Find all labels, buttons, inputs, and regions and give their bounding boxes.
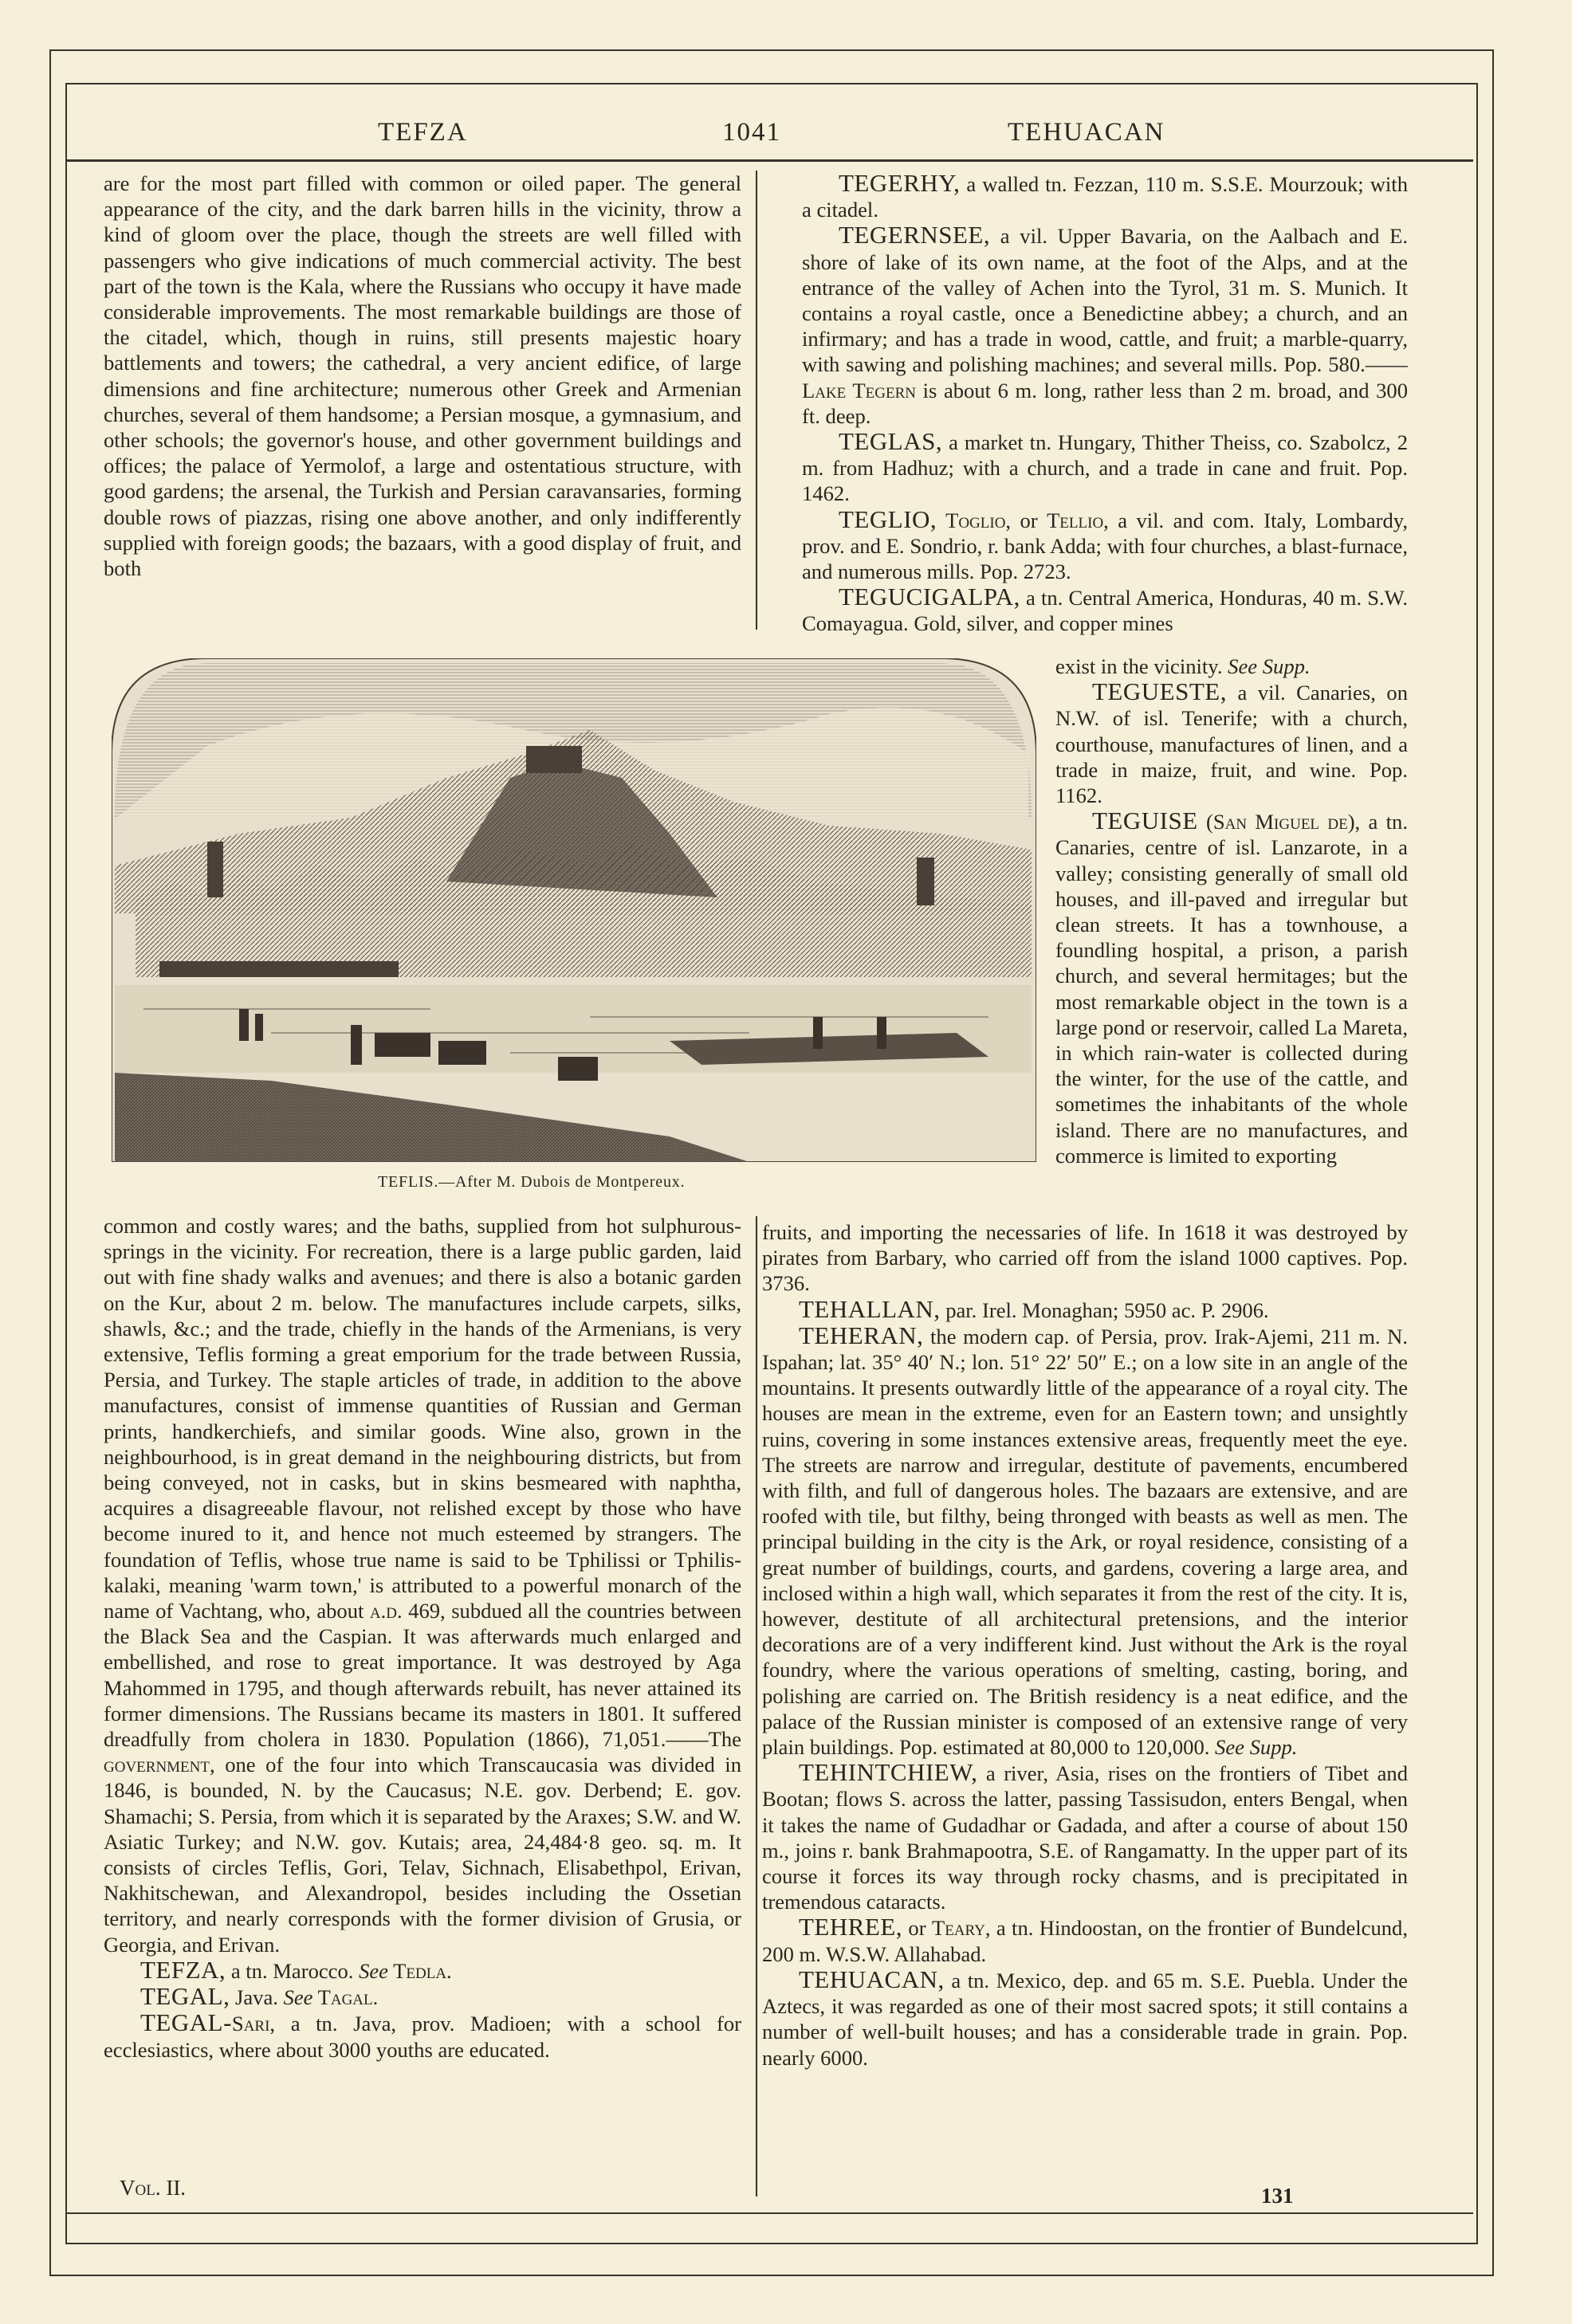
footer-rule <box>67 2212 1473 2214</box>
bridge <box>159 961 399 977</box>
right-column-narrow <box>1055 654 1408 1168</box>
entry-teglio: TEGLIO, Toglio, or Tellio, a vil. and com. Italy, Lombardy, prov. and E. Sondrio, r. bank Adda; with four churches, a blast-furnace, and numerous mills. Pop. 2723. <box>802 504 1408 584</box>
entry-tehree: TEHREE, or Teary, a tn. Hindoostan, on the frontier of Bundelcund, 200 m. W.S.W. Allahabad. <box>762 1913 1408 1966</box>
entry-tegerhy: TEGERHY, a walled tn. Fezzan, 110 m. S.S.E. Mourzouk; with a citadel. <box>802 169 1408 222</box>
header-rule <box>67 159 1473 162</box>
teflis-description-text: are for the most part filled with common or oiled paper. The general appearance of the city, and the dark barren hills in the vicinity, throw a kind of gloom over the place, though the streets are well filled with passengers who give indications of much commercial activity. The best part of the town is the Kala, where the Russians who occupy it have made considerable improvements. The most remarkable buildings are those of the citadel, which, though in ruins, still presents majestic hoary battlements and towers; the cathedral, a very ancient edifice, of large dimensions and fine architecture; numerous other Greek and Armenian churches, several of them handsome; a Persian mosque, a gymnasium, and other schools; the governor's house, and other government buildings and offices; the palace of Yermolof, a large and ostentatious structure, with good gardens; the arsenal, the Turkish and Persian caravansaries, forming double rows of piazzas, rising one above another, and only indifferently supplied with foreign goods; the bazaars, with a good display of fruit, and both <box>104 171 741 581</box>
entry-tehintchiew: TEHINTCHIEW, a river, Asia, rises on the frontiers of Tibet and Bootan; flows S. across the latter, passing Tassisudon, enters Bengal, when it takes the name of Gudadhar or Gadada, and after a course of about 150 m., joins r. bank Brahmapootra, S.E. of Rangamatty. In the upper part of its course it forces its way through rocky chasms, and is precipitated in tremendous cataracts. <box>762 1758 1408 1914</box>
teguise-continued: fruits, and importing the necessaries of life. In 1618 it was destroyed by pirates from Barbary, who carried off from the island 1000 captives. Pop. 3736. <box>762 1220 1408 1296</box>
running-head-left: TEFZA <box>378 118 468 147</box>
church-tower <box>207 842 223 897</box>
entry-teheran: TEHERAN, the modern cap. of Persia, prov. Irak-Ajemi, 211 m. N. Ispahan; lat. 35° 40′ N.; lon. 51° 22′ 50″ E.; on a low site in an angle of the mountains. It presents outwardly little of the appearance of a royal city. The houses are mean in the extreme, even for an Eastern town; and unsightly ruins, covering in some instances extensive areas, frequently meet the eye. The streets are narrow and irregular, destitute of pavements, encumbered with filth, and full of dangerous holes. The bazaars are extensive, and are roofed with tile, but filthy, being thronged with beasts as well as men. The principal building in the city is the Ark, or royal residence, consisting of a great number of buildings, courts, and gardens, covering a large area, and inclosed within a high wall, which separates it from the rest of the city. It is, however, destitute of all architectural pretensions, and the interior decorations are of a very indifferent kind. Just without the Ark is the royal foundry, where the various operations of smelting, casting, boring, and polishing are carried on. The British residency is a neat edifice, and the palace of the Russian minister is composed of an extensive range of very plain buildings. Pop. estimated at 80,000 to 120,000. See Supp. <box>762 1321 1408 1760</box>
citadel-fort <box>526 746 582 773</box>
tegucigalpa-continued: exist in the vicinity. See Supp. <box>1055 654 1311 678</box>
entry-tefza: TEFZA, a tn. Marocco. See Tedla. <box>140 1955 452 1984</box>
church-tower-2 <box>917 858 934 905</box>
entry-tegal: TEGAL, Java. See Tagal. <box>140 1982 379 2011</box>
page-number: 1041 <box>722 118 781 147</box>
teflis-continued: common and costly wares; and the baths, supplied from hot sulphurous-springs in the vicinity. For recreation, there is a large public garden, laid out with fine shady walks and avenues; and there is also a botanic garden on the Kur, about 2 m. below. The manufactures include carpets, silks, shawls, &c.; and the trade, chiefly in the hands of the Armenians, is very extensive, Teflis forming a great emporium for the trade between Russia, Persia, and Turkey. The staple articles of trade, in addition to the above manufactures, consist of immense quantities of Russian and German prints, handkerchiefs, and similar goods. Wine also, grown in the neighbourhood, is in great demand in the neighbouring districts, but from being conveyed, not in casks, but in skins besmeared with naphtha, acquires a disagreeable flavour, not relished except by those who have become inured to it, and hence not much esteemed by strangers. The foundation of Teflis, whose true name is said to be Tphilissi or Tphilis-kalaki, meaning 'warm town,' is attributed to a powerful monarch of the name of Vachtang, who, about a.d. 469, subdued all the countries between the Black Sea and the Caspian. It was afterwards much enlarged and embellished, and rose to great importance. It was destroyed by Aga Mahommed in 1795, and though afterwards rebuilt, has never attained its former dimensions. The Russians became its masters in 1801. It suffered dreadfully from cholera in 1830. Population (1866), 71,051.——The government, one of the four into which Transcaucasia was divided in 1846, is bounded, N. by the Caucasus; N.E. gov. Derbend; E. gov. Shamachi; S. Persia, from which it is separated by the Araxes; S.W. and W. Asiatic Turkey; and N.W. gov. Kutais; area, 24,484·8 geo. sq. m. It consists of circles Teflis, Gori, Telav, Sichnach, Elisabethpol, Erivan, Nakhitschewan, and Alexandropol, besides including the Ossetian territory, and nearly corresponds with the former division of Grusia, or Georgia, and Erivan. <box>104 1214 741 1957</box>
entry-tegal-sari: TEGAL-Sari, a tn. Java, prov. Madioen; with a school for ecclesiastics, where about 3000 youths are educated. <box>104 2008 741 2062</box>
figure-caption: TEFLIS.—After M. Dubois de Montpereux. <box>378 1173 686 1191</box>
volume-mark: Vol. II. <box>120 2176 187 2200</box>
entry-teglas: TEGLAS, a market tn. Hungary, Thither Theiss, co. Szabolcz, 2 m. from Hadhuz; with a church, and a trade in cane and fruit. Pop. 1462. <box>802 427 1408 506</box>
left-column-bottom <box>104 1213 741 2063</box>
column-rule-top <box>756 171 757 630</box>
entry-tehuacan: TEHUACAN, a tn. Mexico, dep. and 65 m. S.E. Puebla. Under the Aztecs, it was regarded as one of their most sacred spots; it still contains a number of well-built houses; and has a considerable trade in grain. Pop. nearly 6000. <box>762 1965 1408 2070</box>
teflis-engraving <box>112 658 1036 1162</box>
entry-tegucigalpa: TEGUCIGALPA, a tn. Central America, Honduras, 40 m. S.W. Comayagua. Gold, silver, and copper mines <box>802 583 1408 636</box>
entry-teguise: TEGUISE (San Miguel de), a tn. Canaries, centre of isl. Lanzarote, in a valley; consisting generally of small old houses, and ill-paved and irregular but clean streets. It has a townhouse, a foundling hospital, a prison, a parish church, and several hermitages; but the most remarkable object in the town is a large pond or reservoir, called La Mareta, in which rain-water is collected during the winter, for the use of the cattle, and sometimes the inhabitants of the whole island. There are no manufactures, and commerce is limited to exporting <box>1055 807 1408 1168</box>
left-column-top <box>104 171 741 581</box>
entry-tegueste: TEGUESTE, a vil. Canaries, on N.W. of isl. Tenerife; with a church, courthouse, manufactures of linen, and a trade in maize, fruit, and wine. Pop. 1162. <box>1055 677 1408 808</box>
column-rule-bottom <box>756 1216 757 2196</box>
signature-mark: 131 <box>1261 2184 1294 2208</box>
entry-tehallan: TEHALLAN, par. Irel. Monaghan; 5950 ac. P. 2906. <box>799 1294 1269 1323</box>
entry-tegernsee: TEGERNSEE, a vil. Upper Bavaria, on the Aalbach and E. shore of lake of its own name, at the foot of the Alps, and at the entrance of the valley of Achen into the Tyrol, 31 m. S. Munich. It contains a royal castle, once a Benedictine abbey; a church, and an infirmary; and has a trade in wood, cattle, and fruit; a marble-quarry, with sawing and polishing machines; and several mills. Pop. 580.——Lake Tegern is about 6 m. long, rather less than 2 m. broad, and 300 ft. deep. <box>802 221 1408 428</box>
running-head-right: TEHUACAN <box>1008 118 1165 147</box>
right-column-bottom <box>762 1219 1408 2071</box>
right-column-top <box>802 171 1408 637</box>
